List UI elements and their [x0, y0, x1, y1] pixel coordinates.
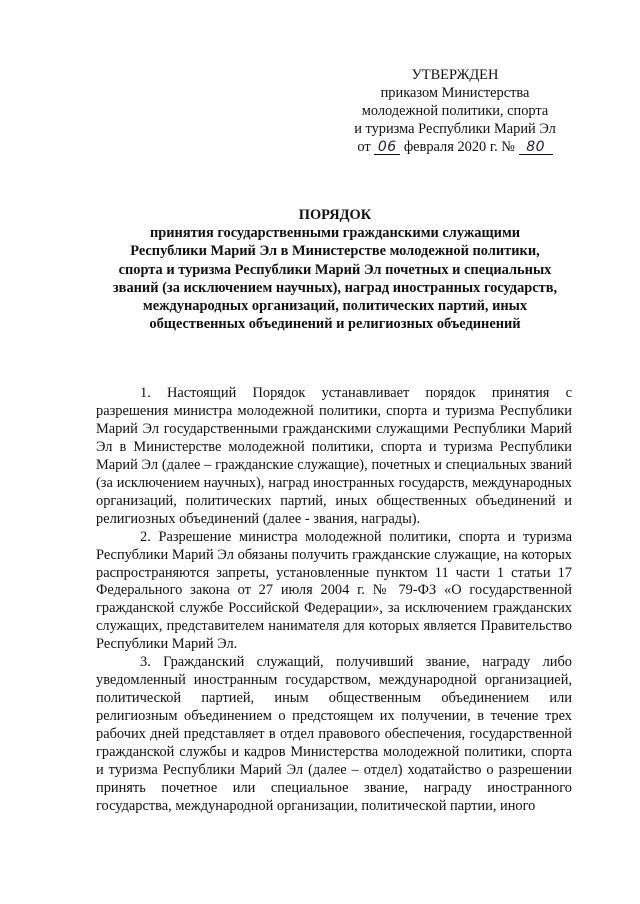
subtitle-line: принятия государственными гражданскими служащими: [149, 225, 521, 241]
approval-order-number-field: [519, 140, 553, 155]
approval-heading: УТВЕРЖДЕН: [411, 67, 499, 83]
subtitle-line: общественных объединений и религиозных объединений: [149, 316, 521, 333]
approval-date-line: [330, 138, 580, 156]
approval-order-number: 80: [526, 139, 546, 155]
approval-line-2: молодежной политики, спорта: [361, 103, 549, 119]
document-title: ПОРЯДОК: [298, 207, 372, 223]
subtitle-line: международных организаций, политических партий, иных: [142, 298, 528, 315]
approval-date-suffix: февраля 2020 г. №: [403, 139, 516, 155]
approval-line-3: и туризма Республики Марий Эл: [354, 121, 556, 137]
approval-date-prefix: от: [357, 139, 371, 155]
approval-line-1: приказом Министерства: [380, 85, 530, 101]
approval-date-day: 06: [377, 139, 397, 155]
subtitle-line: спорта и туризма Республики Марий Эл почетных и специальных: [118, 261, 552, 278]
paragraph-1: 1. Настоящий Порядок устанавливает порядок принятия с разрешения министра молодежной политики, спорта и туризма Республики Марий Эл государственными гражданскими служащими Республики Марий Эл в Министерстве молодежной политики, спорта и туризма Республики Марий Эл (далее – гражданские служащие), почетных и специальных званий (за исключением научных), наград иностранных государств, международных организаций, политических партий, иных общественных объединений и религиозных объединений (далее - звания, награды).: [96, 385, 572, 527]
approval-stamp: [330, 66, 580, 156]
subtitle-line: Республики Марий Эл в Министерстве молодежной политики,: [130, 243, 540, 260]
paragraph-3: 3. Гражданский служащий, получивший звание, награду либо уведомленный иностранным государством, международной организацией, политической партией, иным общественным объединением или религиозным объединением о предстоящем их получении, в течение трех рабочих дней представляет в отдел правового обеспечения, государственной гражданской службы и кадров Министерства молодежной политики, спорта и туризма Республики Марий Эл (далее – отдел) ходатайство о разрешении принять почетное или специальное звание, награду иностранного государства, международной организации, политической партии, иного: [96, 654, 572, 814]
subtitle-line: званий (за исключением научных), наград иностранных государств,: [112, 279, 558, 296]
document-subtitle: [90, 224, 580, 334]
paragraph-2: 2. Разрешение министра молодежной политики, спорта и туризма Республики Марий Эл обязаны получить гражданские служащие, на которых распространяются запреты, установленные пунктом 11 части 1 статьи 17 Федерального закона от 27 июля 2004 г. № 79-ФЗ «О государственной гражданской службе Российской Федерации», за исключением гражданских служащих, представителем нанимателя для которых является Правительство Республики Марий Эл.: [96, 528, 572, 653]
approval-date-day-field: [374, 140, 400, 155]
document-body: [96, 385, 572, 816]
